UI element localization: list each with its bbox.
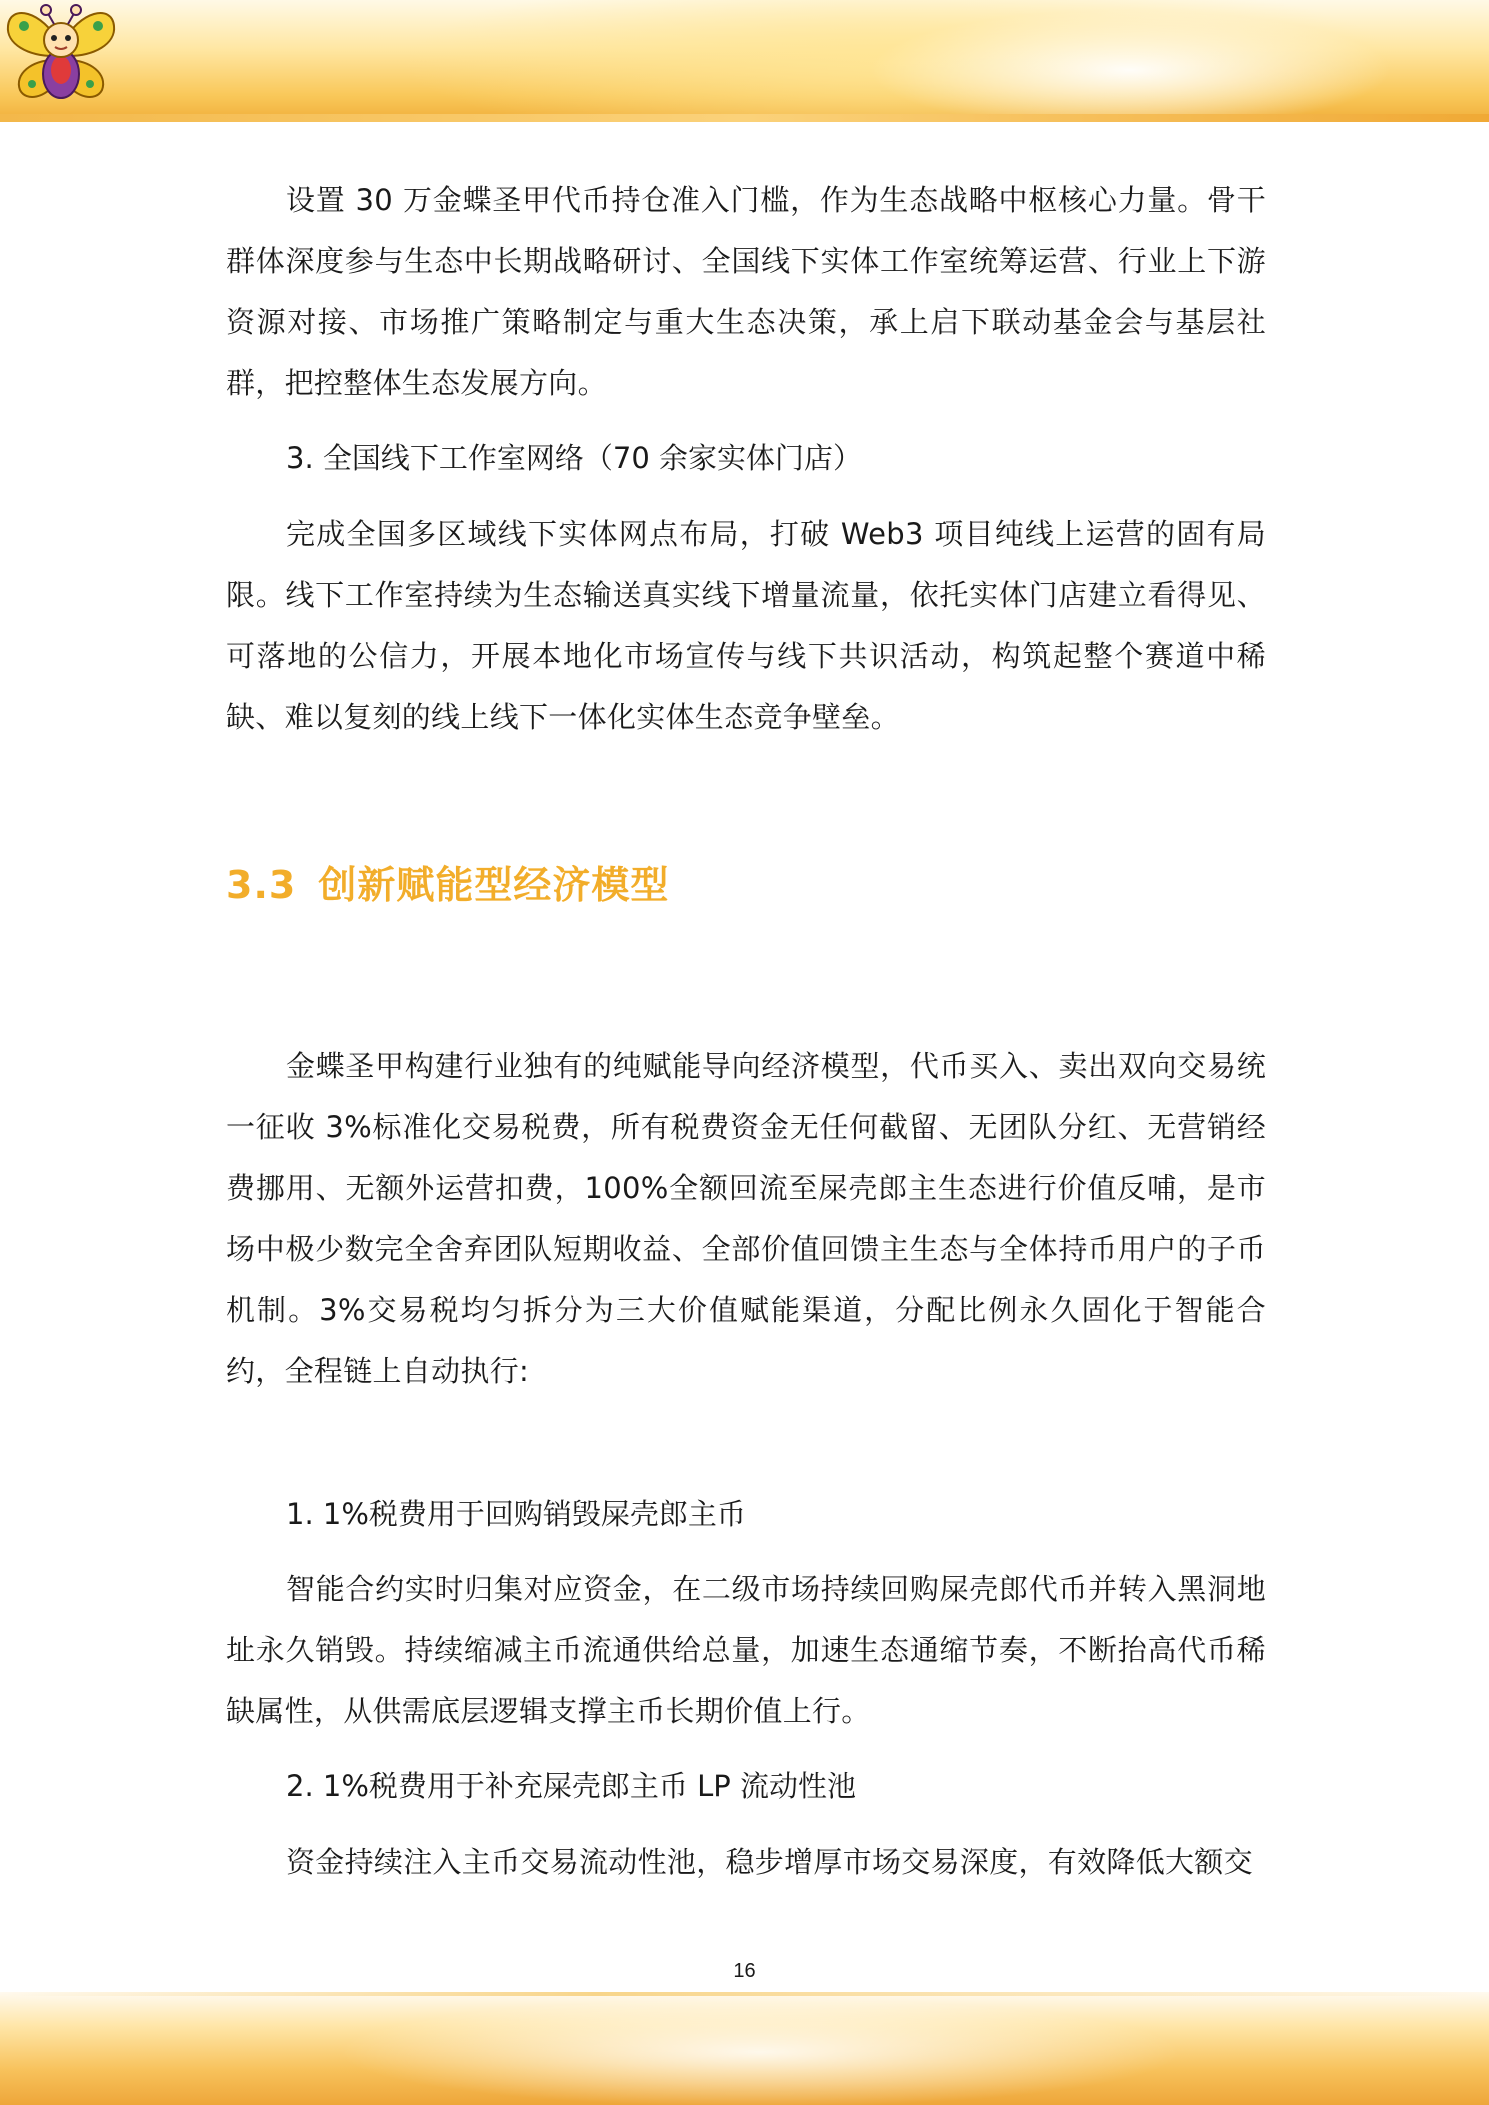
list-item-buyback-burn: 1. 1%税费用于回购销毁屎壳郎主币 bbox=[286, 1497, 746, 1531]
paragraph-lp-pool: 资金持续注入主币交易流动性池，稳步增厚市场交易深度，有效降低大额交 bbox=[286, 1845, 1253, 1879]
page-header bbox=[0, 0, 1489, 122]
paragraph-offline-network: 完成全国多区域线下实体网点布局，打破 Web3 项目纯线上运营的固有局限。线下工作室持续为生态输送真实线下增量流量，依托实体门店建立看得见、可落地的公信力，开展本地化市场宣传与线下共识活动，构筑起整个赛道中稀缺、难以复刻的线上线下一体化实体生态竞争壁垒。 bbox=[226, 517, 1266, 734]
list-item-lp-pool: 2. 1%税费用于补充屎壳郎主币 LP 流动性池 bbox=[286, 1769, 856, 1803]
section-number: 3.3 bbox=[226, 863, 297, 907]
paragraph-buyback-burn: 智能合约实时归集对应资金，在二级市场持续回购屎壳郎代币并转入黑洞地址永久销毁。持续缩减主币流通供给总量，加速生态通缩节奏，不断抬高代币稀缺属性，从供需底层逻辑支撑主币长期价值上行。 bbox=[226, 1572, 1266, 1728]
butterfly-mascot-logo bbox=[2, 4, 120, 108]
section-title: 创新赋能型经济模型 bbox=[318, 863, 670, 907]
page-number: 16 bbox=[733, 1960, 756, 1982]
section-heading bbox=[226, 862, 669, 908]
paragraph-core-holders: 设置 30 万金蝶圣甲代币持仓准入门槛，作为生态战略中枢核心力量。骨干群体深度参与生态中长期战略研讨、全国线下实体工作室统筹运营、行业上下游资源对接、市场推广策略制定与重大生态决策，承上启下联动基金会与基层社群，把控整体生态发展方向。 bbox=[226, 183, 1266, 400]
list-item-offline-studios: 3. 全国线下工作室网络（70 余家实体门店） bbox=[286, 441, 863, 475]
paragraph-economic-model: 金蝶圣甲构建行业独有的纯赋能导向经济模型，代币买入、卖出双向交易统一征收 3%标准化交易税费，所有税费资金无任何截留、无团队分红、无营销经费挪用、无额外运营扣费，100%全额回流至屎壳郎主生态进行价值反哺，是市场中极少数完全舍弃团队短期收益、全部价值回馈主生态与全体持币用户的子币机制。3%交易税均匀拆分为三大价值赋能渠道，分配比例永久固化于智能合约，全程链上自动执行: bbox=[226, 1049, 1266, 1388]
page-footer bbox=[0, 1992, 1489, 2105]
